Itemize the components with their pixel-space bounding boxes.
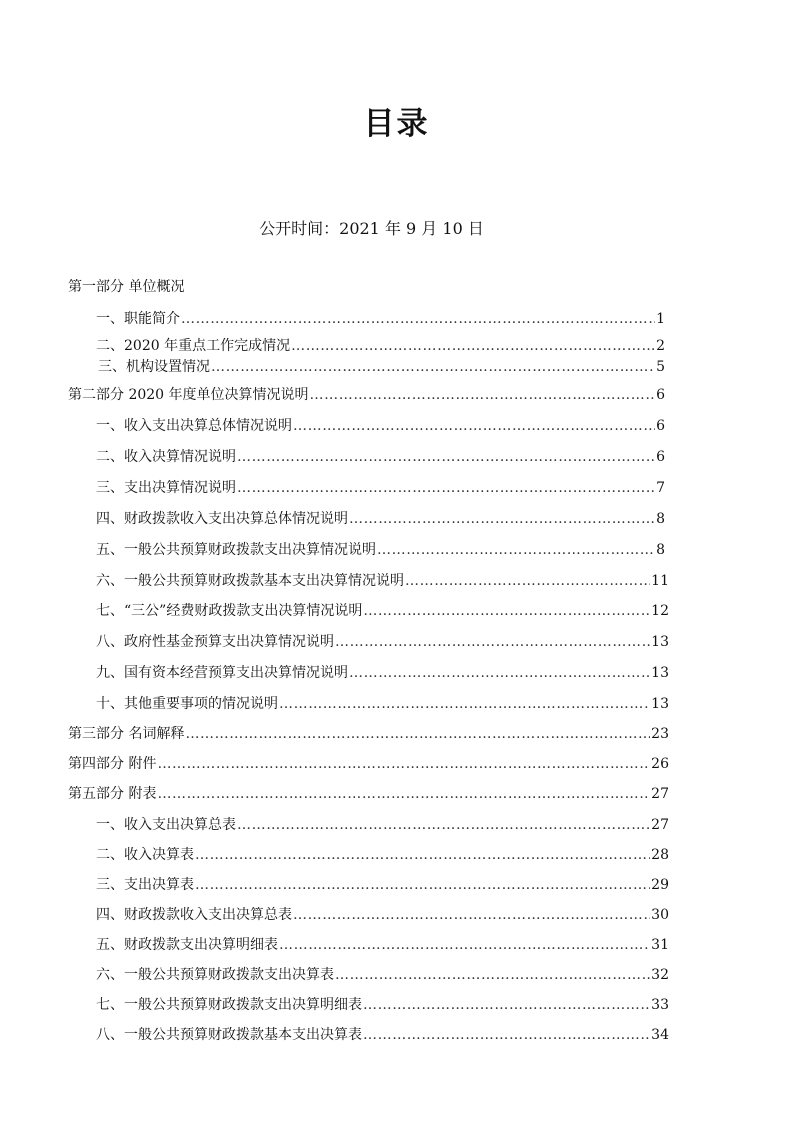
toc-page-number: 13 <box>651 634 669 650</box>
dot-leader <box>377 541 655 559</box>
toc-entry-label: 八、一般公共预算财政拨款基本支出决算表 <box>96 1027 362 1043</box>
toc-entry-label: 三、机构设置情况 <box>98 359 210 375</box>
toc-entry[interactable] <box>96 930 669 954</box>
dot-leader <box>211 358 655 376</box>
toc-page-number: 32 <box>651 967 669 983</box>
toc-page-number: 8 <box>656 542 665 558</box>
toc-page-number: 13 <box>651 696 669 712</box>
toc-entry[interactable] <box>96 960 669 984</box>
toc-page-number: 33 <box>651 997 669 1013</box>
dot-leader <box>349 664 650 682</box>
dot-leader <box>181 310 655 328</box>
toc-page-number: 30 <box>651 907 669 923</box>
toc-entry[interactable] <box>96 840 669 864</box>
toc-entry-label: 第四部分 附件 <box>68 756 157 772</box>
toc-entry[interactable] <box>96 535 665 559</box>
toc-page-number: 8 <box>656 511 665 527</box>
toc-page-number: 27 <box>651 786 669 802</box>
toc-entry[interactable] <box>96 689 669 713</box>
toc-entry-label: 五、一般公共预算财政拨款支出决算情况说明 <box>96 542 376 558</box>
toc-page-number: 28 <box>651 847 669 863</box>
toc-entry-label: 三、支出决算情况说明 <box>96 480 236 496</box>
toc-entry[interactable] <box>68 779 669 803</box>
toc-entry[interactable] <box>96 1020 669 1044</box>
toc-entry[interactable] <box>96 658 669 682</box>
toc-entry[interactable] <box>68 272 208 296</box>
toc-entry[interactable] <box>96 627 669 651</box>
dot-leader <box>185 725 650 743</box>
toc-entry[interactable] <box>96 990 669 1014</box>
toc-entry[interactable] <box>96 870 669 894</box>
toc-page-number: 26 <box>651 756 669 772</box>
toc-entry-label: 第一部分 单位概况 <box>68 279 185 295</box>
toc-entry[interactable] <box>96 566 669 590</box>
dot-leader <box>195 846 650 864</box>
dot-leader <box>405 572 650 590</box>
toc-entry-label: 七、一般公共预算财政拨款支出决算明细表 <box>96 997 362 1013</box>
toc-page-number: 31 <box>651 937 669 953</box>
toc-page-number: 6 <box>656 449 665 465</box>
toc-page-number: 6 <box>656 387 665 403</box>
dot-leader <box>335 633 650 651</box>
toc-entry[interactable] <box>96 442 665 466</box>
toc-entry[interactable] <box>68 719 669 743</box>
toc-entry-label: 六、一般公共预算财政拨款支出决算表 <box>96 967 334 983</box>
toc-entry[interactable] <box>96 304 665 328</box>
dot-leader <box>157 755 650 773</box>
toc-entry-label: 四、财政拨款收入支出决算总体情况说明 <box>96 511 348 527</box>
dot-leader <box>237 479 655 497</box>
toc-entry[interactable] <box>96 810 669 834</box>
dot-leader <box>279 695 650 713</box>
toc-page-number: 34 <box>651 1027 669 1043</box>
toc-entry-label: 第五部分 附表 <box>68 786 157 802</box>
toc-page-number: 5 <box>656 359 665 375</box>
toc-entry-label: 第二部分 2020 年度单位决算情况说明 <box>68 387 309 403</box>
toc-entry[interactable] <box>98 352 665 376</box>
toc-entry-label: 二、收入决算情况说明 <box>96 449 236 465</box>
toc-entry[interactable] <box>68 380 665 404</box>
toc-page-number: 29 <box>651 877 669 893</box>
toc-entry[interactable] <box>96 900 669 924</box>
dot-leader <box>310 386 656 404</box>
toc-page-number: 27 <box>651 817 669 833</box>
dot-leader <box>363 996 650 1014</box>
dot-leader <box>237 448 655 466</box>
toc-entry-label: 一、收入支出决算总体情况说明 <box>96 418 292 434</box>
toc-entry-label: 三、支出决算表 <box>96 877 194 893</box>
toc-page-number: 1 <box>656 311 665 327</box>
toc-page-number: 11 <box>651 573 669 589</box>
toc-entry-label: 五、财政拨款支出决算明细表 <box>96 937 278 953</box>
toc-page-number: 13 <box>651 665 669 681</box>
dot-leader <box>195 876 650 894</box>
dot-leader <box>363 1026 650 1044</box>
toc-entry[interactable] <box>96 473 665 497</box>
publication-date: 公开时间：2021 年 9 月 10 日 <box>259 219 484 238</box>
page-title: 目录 <box>363 106 430 142</box>
toc-entry-label: 十、其他重要事项的情况说明 <box>96 696 278 712</box>
toc-page-number: 23 <box>651 726 669 742</box>
dot-leader <box>157 785 650 803</box>
toc-entry-label: 七、“三公”经费财政拨款支出决算情况说明 <box>96 603 363 619</box>
toc-page-number: 7 <box>656 480 665 496</box>
dot-leader <box>335 966 650 984</box>
toc-entry[interactable] <box>68 749 669 773</box>
toc-entry[interactable] <box>96 504 665 528</box>
toc-entry-label: 二、2020 年重点工作完成情况 <box>96 338 291 354</box>
toc-entry-label: 第三部分 名词解释 <box>68 726 185 742</box>
toc-entry-label: 四、财政拨款收入支出决算总表 <box>96 907 292 923</box>
dot-leader <box>349 510 655 528</box>
dot-leader <box>363 602 650 620</box>
toc-page-number: 6 <box>656 418 665 434</box>
toc-entry[interactable] <box>96 411 665 435</box>
dot-leader <box>237 816 650 834</box>
toc-entry-label: 一、收入支出决算总表 <box>96 817 236 833</box>
toc-entry-label: 八、政府性基金预算支出决算情况说明 <box>96 634 334 650</box>
toc-page-number: 2 <box>656 338 665 354</box>
toc-page-number: 12 <box>651 603 669 619</box>
toc-entry-label: 九、国有资本经营预算支出决算情况说明 <box>96 665 348 681</box>
toc-entry-label: 一、职能简介 <box>96 311 180 327</box>
toc-entry-label: 六、一般公共预算财政拨款基本支出决算情况说明 <box>96 573 404 589</box>
dot-leader <box>293 906 650 924</box>
dot-leader <box>279 936 650 954</box>
toc-entry[interactable] <box>96 596 669 620</box>
toc-entry-label: 二、收入决算表 <box>96 847 194 863</box>
dot-leader <box>293 417 655 435</box>
